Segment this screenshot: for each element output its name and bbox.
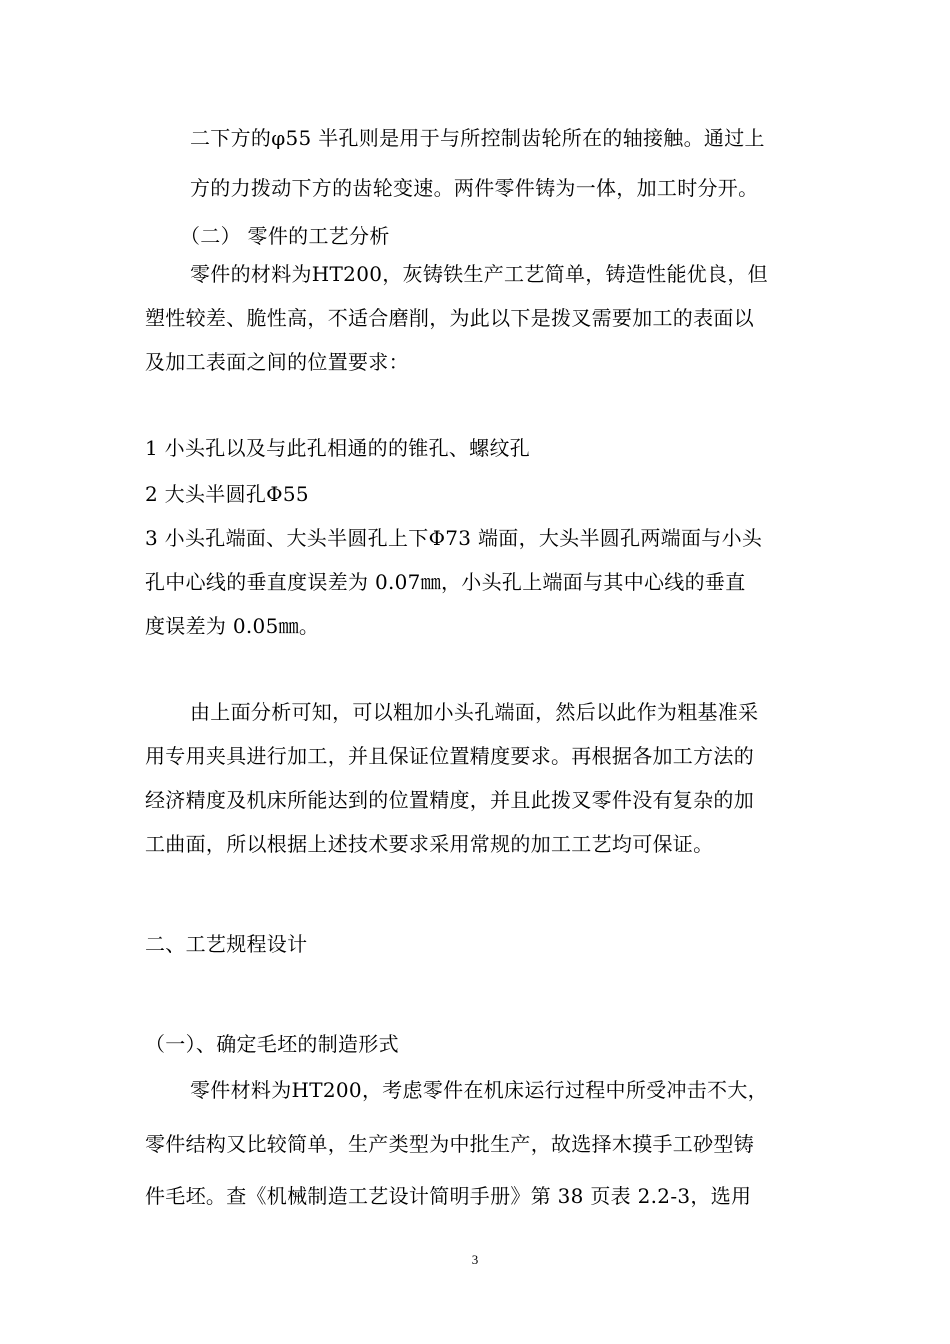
- paragraph-line: 零件材料为HT200，考虑零件在机床运行过程中所受冲击不大，: [190, 1078, 768, 1102]
- paragraph-line: 零件结构又比较简单，生产类型为中批生产，故选择木摸手工砂型铸: [145, 1132, 754, 1156]
- paragraph-line: 用专用夹具进行加工，并且保证位置精度要求。再根据各加工方法的: [145, 744, 754, 768]
- paragraph-line: 工曲面，所以根据上述技术要求采用常规的加工工艺均可保证。: [145, 832, 714, 856]
- chapter-heading: 二、工艺规程设计: [145, 932, 308, 956]
- paragraph-line: 及加工表面之间的位置要求：: [145, 350, 409, 374]
- paragraph-line: 件毛坯。查《机械制造工艺设计简明手册》第 38 页表 2.2-3，选用: [145, 1184, 752, 1208]
- paragraph-line: 方的力拨动下方的齿轮变速。两件零件铸为一体，加工时分开。: [190, 176, 759, 200]
- list-item: 3 小头孔端面、大头半圆孔上下Φ73 端面，大头半圆孔两端面与小头: [145, 526, 763, 550]
- list-item-continuation: 孔中心线的垂直度误差为 0.07㎜，小头孔上端面与其中心线的垂直: [145, 570, 746, 594]
- paragraph-line: 零件的材料为HT200，灰铸铁生产工艺简单，铸造性能优良，但: [190, 262, 768, 286]
- section-heading: （二） 零件的工艺分析: [180, 224, 390, 248]
- paragraph-line: 塑性较差、脆性高，不适合磨削，为此以下是拨叉需要加工的表面以: [145, 306, 754, 330]
- paragraph-line: 由上面分析可知，可以粗加小头孔端面，然后以此作为粗基准采: [190, 700, 759, 724]
- subsection-heading: （一）、确定毛坯的制造形式: [145, 1032, 399, 1056]
- list-item: 1 小头孔以及与此孔相通的的锥孔、螺纹孔: [145, 436, 531, 460]
- paragraph-line: 二下方的φ55 半孔则是用于与所控制齿轮所在的轴接触。通过上: [190, 126, 765, 150]
- list-item-continuation: 度误差为 0.05㎜。: [145, 614, 320, 638]
- paragraph-line: 经济精度及机床所能达到的位置精度，并且此拨叉零件没有复杂的加: [145, 788, 754, 812]
- list-item: 2 大头半圆孔Φ55: [145, 482, 309, 506]
- page-number: 3: [471, 1252, 479, 1267]
